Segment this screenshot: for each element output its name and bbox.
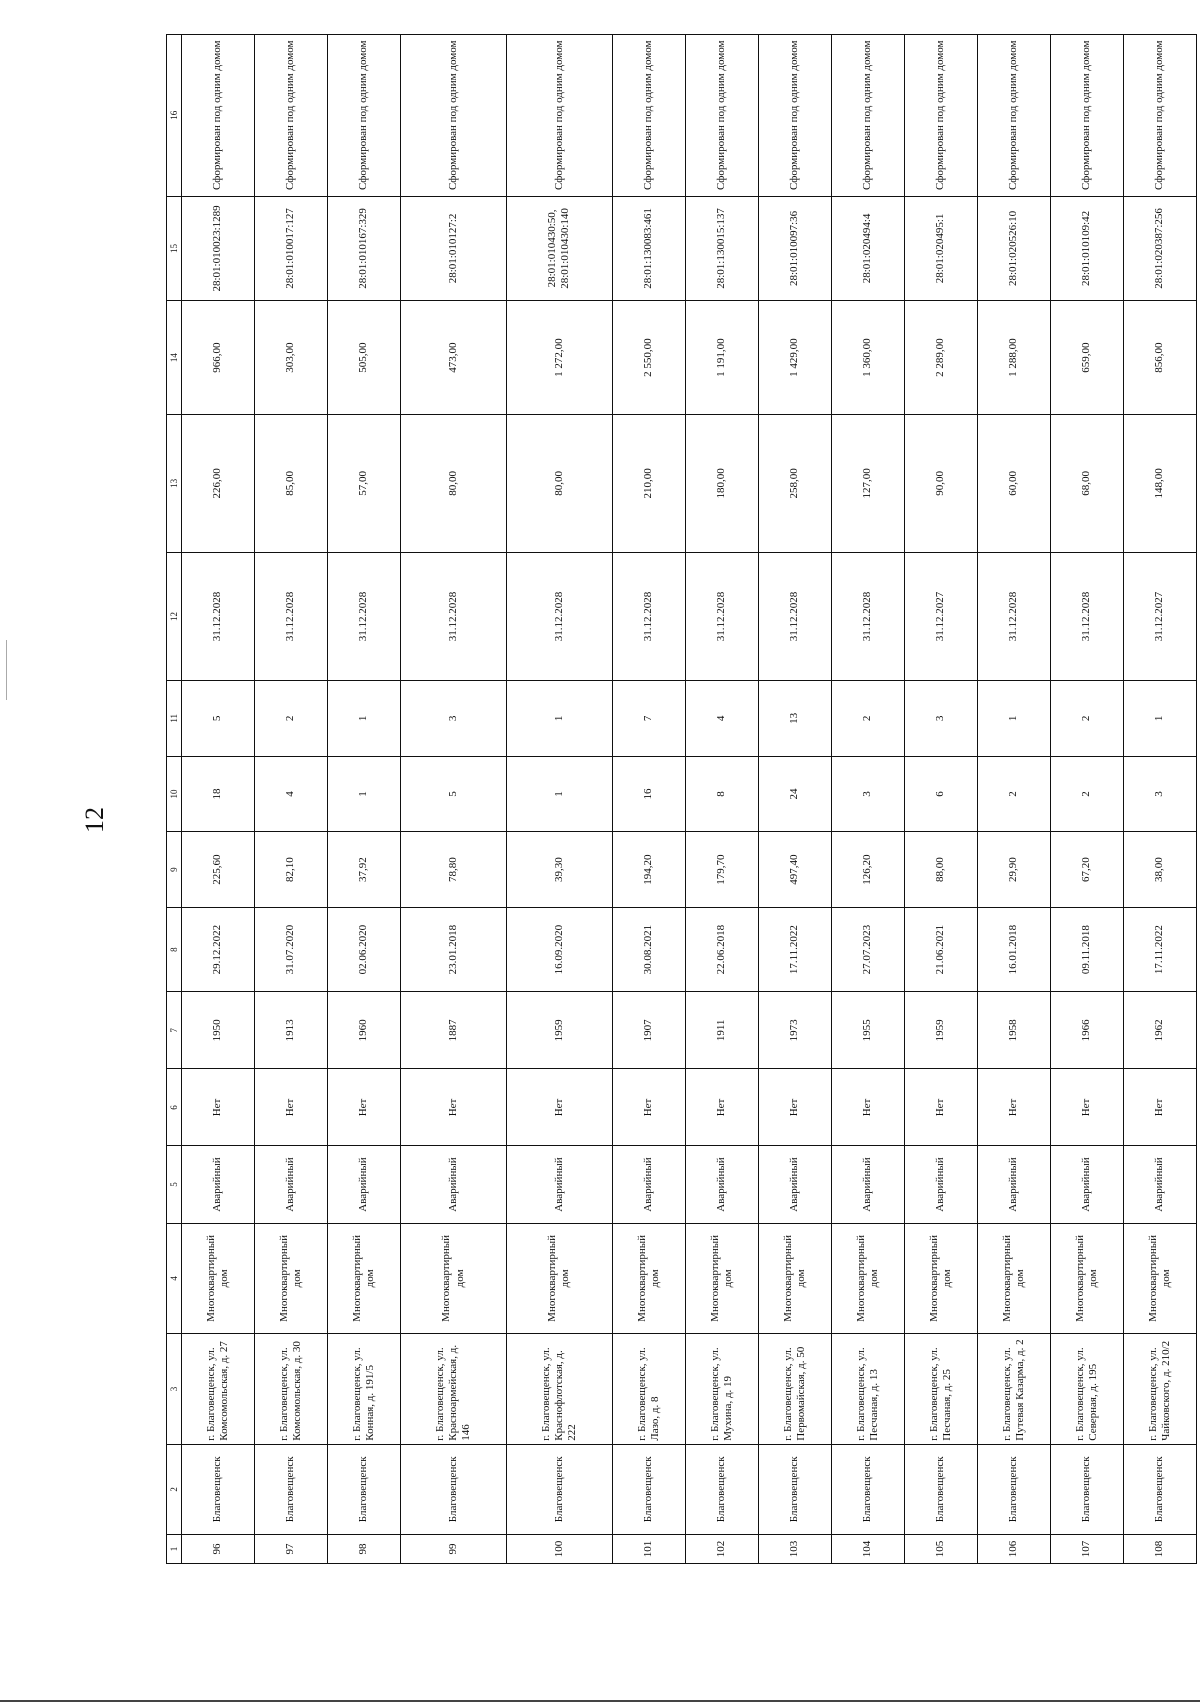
cell-residents: 1 [328, 756, 401, 832]
table-row [1050, 35, 1123, 1564]
cell-condition: Аварийный [831, 1146, 904, 1223]
cell-address: г. Благовещенск, ул. Комсомольская, д. 30 [255, 1334, 328, 1445]
emergency-housing-table [166, 34, 1197, 1564]
cell-land-area: 659,00 [1050, 301, 1123, 414]
cell-land-plot-status: Сформирован под одним домом [506, 35, 612, 197]
cell-resettlement-deadline: 31.12.2028 [758, 553, 831, 681]
cell-cadastral-number: 28:01:130083:461 [612, 196, 685, 301]
column-number-6: 6 [167, 1069, 182, 1146]
column-number-11: 11 [167, 681, 182, 757]
cell-land-area: 1 288,00 [977, 301, 1050, 414]
cell-apartments: 13 [758, 681, 831, 757]
cell-row-number: 103 [758, 1534, 831, 1563]
cell-area-to-resettle: 80,00 [401, 414, 507, 552]
cell-row-number: 97 [255, 1534, 328, 1563]
cell-land-plot-status: Сформирован под одним домом [758, 35, 831, 197]
cell-condition: Аварийный [904, 1146, 977, 1223]
cell-land-area: 303,00 [255, 301, 328, 414]
cell-area: 29,90 [977, 832, 1050, 908]
cell-area-to-resettle: 57,00 [328, 414, 401, 552]
cell-cultural-heritage: Нет [1123, 1069, 1196, 1146]
cell-area: 126,20 [831, 832, 904, 908]
cell-row-number: 105 [904, 1534, 977, 1563]
cell-land-area: 473,00 [401, 301, 507, 414]
cell-row-number: 106 [977, 1534, 1050, 1563]
cell-address: г. Благовещенск, ул. Северная, д. 195 [1050, 1334, 1123, 1445]
cell-residents: 1 [506, 756, 612, 832]
cell-address: г. Благовещенск, ул. Мухина, д. 19 [685, 1334, 758, 1445]
cell-residents: 16 [612, 756, 685, 832]
cell-residents: 5 [401, 756, 507, 832]
cell-apartments: 1 [1123, 681, 1196, 757]
table-container [166, 34, 1197, 1564]
cell-recognition-date: 22.06.2018 [685, 907, 758, 991]
cell-row-number: 104 [831, 1534, 904, 1563]
cell-cultural-heritage: Нет [401, 1069, 507, 1146]
cell-apartments: 3 [904, 681, 977, 757]
cell-area: 497,40 [758, 832, 831, 908]
cell-address: г. Благовещенск, ул. Путевая Казарма, д. 2 [977, 1334, 1050, 1445]
cell-recognition-date: 31.07.2020 [255, 907, 328, 991]
cell-recognition-date: 16.01.2018 [977, 907, 1050, 991]
cell-municipality: Благовещенск [1123, 1444, 1196, 1534]
cell-condition: Аварийный [255, 1146, 328, 1223]
column-number-3: 3 [167, 1334, 182, 1445]
table-row [401, 35, 507, 1564]
cell-resettlement-deadline: 31.12.2028 [612, 553, 685, 681]
cell-land-plot-status: Сформирован под одним домом [977, 35, 1050, 197]
cell-building-type: Многоквартирный дом [1050, 1223, 1123, 1334]
cell-land-area: 966,00 [182, 301, 255, 414]
cell-municipality: Благовещенск [1050, 1444, 1123, 1534]
cell-building-type: Многоквартирный дом [506, 1223, 612, 1334]
cell-land-area: 1 272,00 [506, 301, 612, 414]
cell-address: г. Благовещенск, ул. Песчаная, д. 25 [904, 1334, 977, 1445]
table-row [328, 35, 401, 1564]
table-row [612, 35, 685, 1564]
scan-edge-mark [6, 640, 7, 700]
cell-cadastral-number: 28:01:010097:36 [758, 196, 831, 301]
cell-row-number: 102 [685, 1534, 758, 1563]
cell-land-area: 1 191,00 [685, 301, 758, 414]
cell-building-type: Многоквартирный дом [182, 1223, 255, 1334]
cell-building-type: Многоквартирный дом [685, 1223, 758, 1334]
cell-construction-year: 1973 [758, 992, 831, 1069]
table-row [758, 35, 831, 1564]
cell-address: г. Благовещенск, ул. Красноармейская, д. 146 [401, 1334, 507, 1445]
cell-resettlement-deadline: 31.12.2028 [255, 553, 328, 681]
cell-construction-year: 1950 [182, 992, 255, 1069]
cell-area: 37,92 [328, 832, 401, 908]
cell-land-plot-status: Сформирован под одним домом [831, 35, 904, 197]
cell-construction-year: 1958 [977, 992, 1050, 1069]
cell-recognition-date: 30.08.2021 [612, 907, 685, 991]
cell-cultural-heritage: Нет [328, 1069, 401, 1146]
cell-building-type: Многоквартирный дом [612, 1223, 685, 1334]
cell-municipality: Благовещенск [182, 1444, 255, 1534]
cell-cadastral-number: 28:01:010023:1289 [182, 196, 255, 301]
cell-apartments: 1 [328, 681, 401, 757]
cell-cultural-heritage: Нет [977, 1069, 1050, 1146]
cell-recognition-date: 02.06.2020 [328, 907, 401, 991]
cell-resettlement-deadline: 31.12.2028 [401, 553, 507, 681]
cell-area-to-resettle: 127,00 [831, 414, 904, 552]
cell-municipality: Благовещенск [685, 1444, 758, 1534]
cell-residents: 2 [977, 756, 1050, 832]
cell-cadastral-number: 28:01:010127:2 [401, 196, 507, 301]
cell-land-area: 2 289,00 [904, 301, 977, 414]
cell-condition: Аварийный [612, 1146, 685, 1223]
cell-area-to-resettle: 80,00 [506, 414, 612, 552]
cell-resettlement-deadline: 31.12.2027 [904, 553, 977, 681]
column-number-4: 4 [167, 1223, 182, 1334]
cell-residents: 24 [758, 756, 831, 832]
cell-cadastral-number: 28:01:020526:10 [977, 196, 1050, 301]
cell-building-type: Многоквартирный дом [1123, 1223, 1196, 1334]
table-row [182, 35, 255, 1564]
cell-construction-year: 1962 [1123, 992, 1196, 1069]
cell-building-type: Многоквартирный дом [328, 1223, 401, 1334]
cell-area: 82,10 [255, 832, 328, 908]
cell-municipality: Благовещенск [904, 1444, 977, 1534]
table-row [685, 35, 758, 1564]
cell-condition: Аварийный [328, 1146, 401, 1223]
table-row [506, 35, 612, 1564]
cell-area-to-resettle: 258,00 [758, 414, 831, 552]
cell-row-number: 101 [612, 1534, 685, 1563]
column-number-14: 14 [167, 301, 182, 414]
cell-cadastral-number: 28:01:020495:1 [904, 196, 977, 301]
cell-resettlement-deadline: 31.12.2028 [506, 553, 612, 681]
cell-condition: Аварийный [977, 1146, 1050, 1223]
cell-cultural-heritage: Нет [1050, 1069, 1123, 1146]
rotated-table-wrapper [166, 34, 1197, 1564]
cell-area-to-resettle: 60,00 [977, 414, 1050, 552]
cell-cadastral-number: 28:01:130015:137 [685, 196, 758, 301]
cell-municipality: Благовещенск [328, 1444, 401, 1534]
cell-row-number: 108 [1123, 1534, 1196, 1563]
cell-municipality: Благовещенск [758, 1444, 831, 1534]
cell-construction-year: 1959 [506, 992, 612, 1069]
cell-construction-year: 1959 [904, 992, 977, 1069]
cell-area: 179,70 [685, 832, 758, 908]
cell-condition: Аварийный [1050, 1146, 1123, 1223]
cell-land-plot-status: Сформирован под одним домом [1050, 35, 1123, 197]
cell-area-to-resettle: 68,00 [1050, 414, 1123, 552]
cell-address: г. Благовещенск, ул. Песчаная, д. 13 [831, 1334, 904, 1445]
cell-condition: Аварийный [506, 1146, 612, 1223]
cell-apartments: 3 [401, 681, 507, 757]
cell-cadastral-number: 28:01:010430:50, 28:01:010430:140 [506, 196, 612, 301]
cell-cultural-heritage: Нет [182, 1069, 255, 1146]
cell-residents: 2 [1050, 756, 1123, 832]
table-row [831, 35, 904, 1564]
cell-area-to-resettle: 226,00 [182, 414, 255, 552]
table-row [255, 35, 328, 1564]
cell-row-number: 107 [1050, 1534, 1123, 1563]
cell-recognition-date: 27.07.2023 [831, 907, 904, 991]
column-number-1: 1 [167, 1534, 182, 1563]
column-number-5: 5 [167, 1146, 182, 1223]
cell-address: г. Благовещенск, ул. Краснофлотская, д. 222 [506, 1334, 612, 1445]
bottom-scan-line [0, 1700, 1200, 1702]
cell-recognition-date: 09.11.2018 [1050, 907, 1123, 991]
cell-land-area: 1 429,00 [758, 301, 831, 414]
cell-area: 78,80 [401, 832, 507, 908]
cell-construction-year: 1966 [1050, 992, 1123, 1069]
cell-resettlement-deadline: 31.12.2028 [182, 553, 255, 681]
column-number-row [167, 35, 182, 1564]
cell-area-to-resettle: 148,00 [1123, 414, 1196, 552]
column-number-9: 9 [167, 832, 182, 908]
column-number-13: 13 [167, 414, 182, 552]
cell-municipality: Благовещенск [401, 1444, 507, 1534]
cell-land-area: 856,00 [1123, 301, 1196, 414]
cell-building-type: Многоквартирный дом [758, 1223, 831, 1334]
cell-land-plot-status: Сформирован под одним домом [904, 35, 977, 197]
cell-row-number: 96 [182, 1534, 255, 1563]
column-number-8: 8 [167, 907, 182, 991]
cell-construction-year: 1960 [328, 992, 401, 1069]
table-row [977, 35, 1050, 1564]
cell-row-number: 100 [506, 1534, 612, 1563]
page-number: 12 [80, 807, 109, 833]
cell-resettlement-deadline: 31.12.2028 [1050, 553, 1123, 681]
cell-condition: Аварийный [401, 1146, 507, 1223]
cell-area: 39,30 [506, 832, 612, 908]
cell-municipality: Благовещенск [506, 1444, 612, 1534]
cell-row-number: 99 [401, 1534, 507, 1563]
cell-apartments: 5 [182, 681, 255, 757]
cell-cultural-heritage: Нет [904, 1069, 977, 1146]
cell-construction-year: 1907 [612, 992, 685, 1069]
cell-resettlement-deadline: 31.12.2028 [328, 553, 401, 681]
cell-condition: Аварийный [685, 1146, 758, 1223]
cell-apartments: 7 [612, 681, 685, 757]
cell-apartments: 2 [255, 681, 328, 757]
cell-condition: Аварийный [758, 1146, 831, 1223]
cell-land-plot-status: Сформирован под одним домом [328, 35, 401, 197]
column-number-12: 12 [167, 553, 182, 681]
cell-resettlement-deadline: 31.12.2028 [685, 553, 758, 681]
column-number-10: 10 [167, 756, 182, 832]
cell-building-type: Многоквартирный дом [401, 1223, 507, 1334]
cell-land-plot-status: Сформирован под одним домом [685, 35, 758, 197]
cell-construction-year: 1913 [255, 992, 328, 1069]
cell-area: 38,00 [1123, 832, 1196, 908]
cell-building-type: Многоквартирный дом [977, 1223, 1050, 1334]
cell-municipality: Благовещенск [612, 1444, 685, 1534]
cell-recognition-date: 29.12.2022 [182, 907, 255, 991]
cell-resettlement-deadline: 31.12.2028 [831, 553, 904, 681]
cell-cadastral-number: 28:01:020387:256 [1123, 196, 1196, 301]
table-row [1123, 35, 1196, 1564]
cell-cultural-heritage: Нет [612, 1069, 685, 1146]
cell-area-to-resettle: 90,00 [904, 414, 977, 552]
cell-land-plot-status: Сформирован под одним домом [1123, 35, 1196, 197]
cell-address: г. Благовещенск, ул. Конная, д. 191/5 [328, 1334, 401, 1445]
cell-cultural-heritage: Нет [831, 1069, 904, 1146]
cell-land-plot-status: Сформирован под одним домом [612, 35, 685, 197]
cell-apartments: 2 [1050, 681, 1123, 757]
cell-cultural-heritage: Нет [758, 1069, 831, 1146]
cell-area: 67,20 [1050, 832, 1123, 908]
cell-row-number: 98 [328, 1534, 401, 1563]
cell-construction-year: 1887 [401, 992, 507, 1069]
cell-resettlement-deadline: 31.12.2027 [1123, 553, 1196, 681]
cell-land-plot-status: Сформирован под одним домом [255, 35, 328, 197]
cell-area-to-resettle: 180,00 [685, 414, 758, 552]
cell-condition: Аварийный [182, 1146, 255, 1223]
cell-cadastral-number: 28:01:010167:329 [328, 196, 401, 301]
cell-cadastral-number: 28:01:020494:4 [831, 196, 904, 301]
cell-construction-year: 1911 [685, 992, 758, 1069]
cell-address: г. Благовещенск, ул. Лазо, д. 8 [612, 1334, 685, 1445]
cell-land-area: 2 550,00 [612, 301, 685, 414]
cell-residents: 8 [685, 756, 758, 832]
cell-building-type: Многоквартирный дом [255, 1223, 328, 1334]
cell-recognition-date: 16.09.2020 [506, 907, 612, 991]
table-row [904, 35, 977, 1564]
cell-residents: 6 [904, 756, 977, 832]
cell-resettlement-deadline: 31.12.2028 [977, 553, 1050, 681]
cell-recognition-date: 21.06.2021 [904, 907, 977, 991]
cell-area-to-resettle: 85,00 [255, 414, 328, 552]
cell-residents: 4 [255, 756, 328, 832]
cell-building-type: Многоквартирный дом [904, 1223, 977, 1334]
cell-recognition-date: 17.11.2022 [1123, 907, 1196, 991]
cell-municipality: Благовещенск [255, 1444, 328, 1534]
cell-area: 194,20 [612, 832, 685, 908]
cell-land-area: 505,00 [328, 301, 401, 414]
cell-area: 88,00 [904, 832, 977, 908]
cell-address: г. Благовещенск, ул. Чайковского, д. 210/2 [1123, 1334, 1196, 1445]
cell-land-plot-status: Сформирован под одним домом [401, 35, 507, 197]
cell-construction-year: 1955 [831, 992, 904, 1069]
cell-area: 225,60 [182, 832, 255, 908]
cell-residents: 3 [831, 756, 904, 832]
cell-cadastral-number: 28:01:010017:127 [255, 196, 328, 301]
cell-address: г. Благовещенск, ул. Комсомольская, д. 27 [182, 1334, 255, 1445]
cell-cadastral-number: 28:01:010109:42 [1050, 196, 1123, 301]
column-number-2: 2 [167, 1444, 182, 1534]
cell-apartments: 1 [977, 681, 1050, 757]
cell-residents: 3 [1123, 756, 1196, 832]
column-number-15: 15 [167, 196, 182, 301]
cell-cultural-heritage: Нет [255, 1069, 328, 1146]
cell-municipality: Благовещенск [977, 1444, 1050, 1534]
cell-area-to-resettle: 210,00 [612, 414, 685, 552]
cell-residents: 18 [182, 756, 255, 832]
column-number-16: 16 [167, 35, 182, 197]
cell-recognition-date: 23.01.2018 [401, 907, 507, 991]
cell-condition: Аварийный [1123, 1146, 1196, 1223]
cell-recognition-date: 17.11.2022 [758, 907, 831, 991]
cell-land-plot-status: Сформирован под одним домом [182, 35, 255, 197]
cell-apartments: 1 [506, 681, 612, 757]
cell-apartments: 4 [685, 681, 758, 757]
cell-address: г. Благовещенск, ул. Первомайская, д. 50 [758, 1334, 831, 1445]
cell-cultural-heritage: Нет [506, 1069, 612, 1146]
cell-building-type: Многоквартирный дом [831, 1223, 904, 1334]
cell-apartments: 2 [831, 681, 904, 757]
cell-cultural-heritage: Нет [685, 1069, 758, 1146]
cell-land-area: 1 360,00 [831, 301, 904, 414]
cell-municipality: Благовещенск [831, 1444, 904, 1534]
column-number-7: 7 [167, 992, 182, 1069]
